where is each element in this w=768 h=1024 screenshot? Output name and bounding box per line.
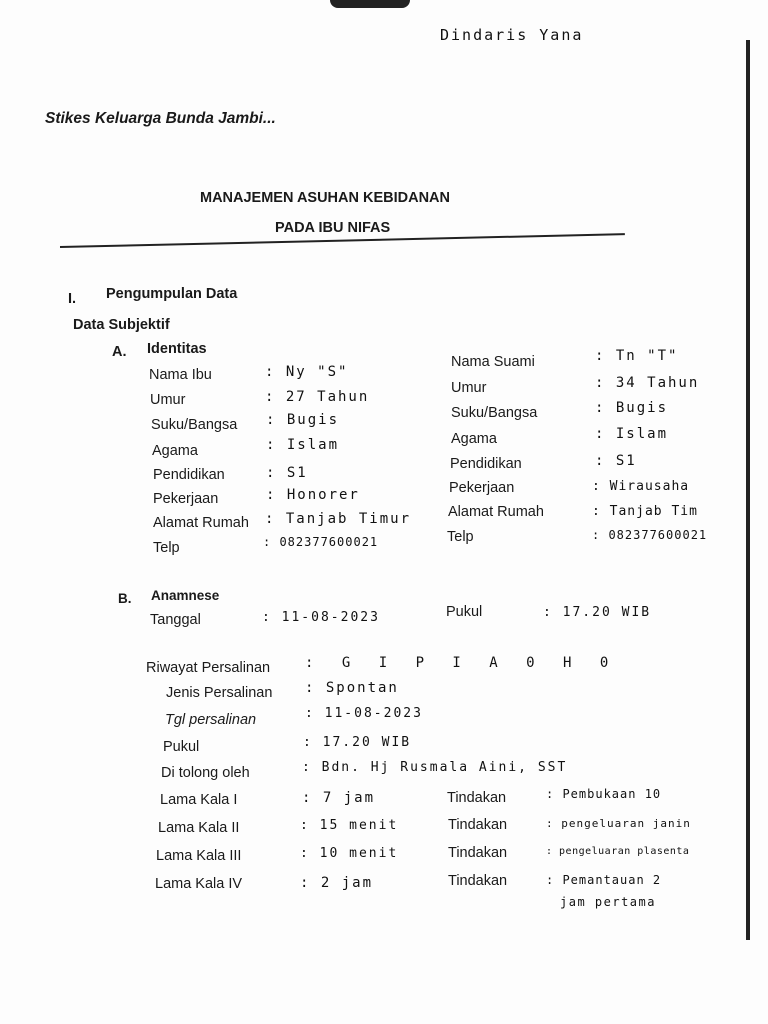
field-label: Alamat Rumah (448, 504, 544, 520)
field-value: : pengeluaran plasenta (546, 846, 690, 857)
field-value: : 17.20 WIB (303, 735, 412, 750)
field-label: Pendidikan (153, 467, 225, 483)
document-title-line2: PADA IBU NIFAS (275, 220, 391, 236)
scan-artifact (330, 0, 410, 8)
field-value: : 15 menit (300, 818, 399, 833)
field-label: Tgl persalinan (165, 712, 257, 728)
field-label: Lama Kala IV (155, 876, 243, 892)
field-value: : Pembukaan 10 (546, 787, 662, 801)
field-value: : Wirausaha (592, 479, 690, 494)
field-label: Pukul (163, 739, 200, 755)
field-value: : 11-08-2023 (305, 706, 423, 721)
document-title-line1: MANAJEMEN ASUHAN KEBIDANAN (200, 190, 450, 206)
field-value-continued: jam pertama (560, 895, 656, 909)
section-number: I. (68, 291, 77, 307)
handwritten-name: Dindaris Yana (440, 26, 584, 44)
field-label: Lama Kala I (160, 792, 238, 808)
field-value: : Pemantauan 2 (546, 873, 662, 887)
pukul-label: Pukul (446, 604, 483, 620)
field-label: Tindakan (448, 845, 508, 861)
identity-heading: Identitas (147, 341, 207, 357)
anamnese-heading: Anamnese (151, 588, 220, 603)
field-label: Alamat Rumah (153, 515, 249, 531)
field-value: : G I P I A 0 H 0 (305, 655, 619, 671)
field-label: Tindakan (448, 817, 508, 833)
field-label: Umur (150, 392, 186, 408)
field-value: : Tanjab Timur (265, 511, 412, 527)
field-label: Agama (152, 443, 198, 459)
field-label: Di tolong oleh (161, 765, 250, 781)
field-label: Pendidikan (450, 456, 522, 472)
field-value: : 082377600021 (263, 535, 379, 549)
field-value: : Spontan (305, 680, 399, 696)
field-label: Tindakan (448, 873, 508, 889)
field-label: Suku/Bangsa (451, 405, 538, 421)
field-value: : pengeluaran janin (546, 817, 691, 830)
field-value: : Tn "T" (595, 348, 679, 364)
field-label: Nama Suami (451, 354, 535, 370)
field-value: : Bugis (266, 412, 340, 428)
tanggal-label: Tanggal (150, 612, 201, 628)
field-value: : S1 (595, 453, 637, 469)
field-value: : Tanjab Tim (592, 504, 698, 519)
field-label: Agama (451, 431, 497, 447)
field-value: : 34 Tahun (595, 375, 700, 391)
field-value: : 7 jam (302, 790, 376, 806)
field-value: : 082377600021 (592, 528, 708, 542)
field-label: Suku/Bangsa (151, 417, 238, 433)
field-value: : 2 jam (300, 875, 374, 891)
identity-letter: A. (112, 344, 127, 360)
field-value: : Islam (595, 426, 669, 442)
field-value: : Bdn. Hj Rusmala Aini, SST (302, 760, 568, 775)
field-label: Umur (451, 380, 487, 396)
subjective-heading: Data Subjektif (73, 317, 170, 333)
field-label: Pekerjaan (449, 480, 515, 496)
field-label: Telp (447, 529, 474, 545)
tanggal-value: : 11-08-2023 (262, 610, 380, 625)
field-value: : Bugis (595, 400, 669, 416)
field-value: : Islam (266, 437, 340, 453)
institution-name: Stikes Keluarga Bunda Jambi... (45, 110, 276, 127)
field-value: : S1 (266, 465, 308, 481)
field-label: Lama Kala II (158, 820, 240, 836)
field-label: Telp (153, 540, 180, 556)
anamnese-letter: B. (118, 591, 132, 606)
field-value: : Ny "S" (265, 364, 349, 380)
section-title: Pengumpulan Data (106, 286, 238, 302)
field-value: : 10 menit (300, 846, 399, 861)
field-label: Riwayat Persalinan (146, 660, 271, 676)
field-value: : Honorer (266, 487, 360, 503)
page-edge (746, 40, 750, 940)
field-label: Jenis Persalinan (166, 685, 273, 701)
field-value: : 27 Tahun (265, 389, 370, 405)
field-label: Nama Ibu (149, 367, 212, 383)
field-label: Pekerjaan (153, 491, 219, 507)
field-label: Lama Kala III (156, 848, 242, 864)
pukul-value: : 17.20 WIB (543, 605, 652, 620)
field-label: Tindakan (447, 790, 507, 806)
